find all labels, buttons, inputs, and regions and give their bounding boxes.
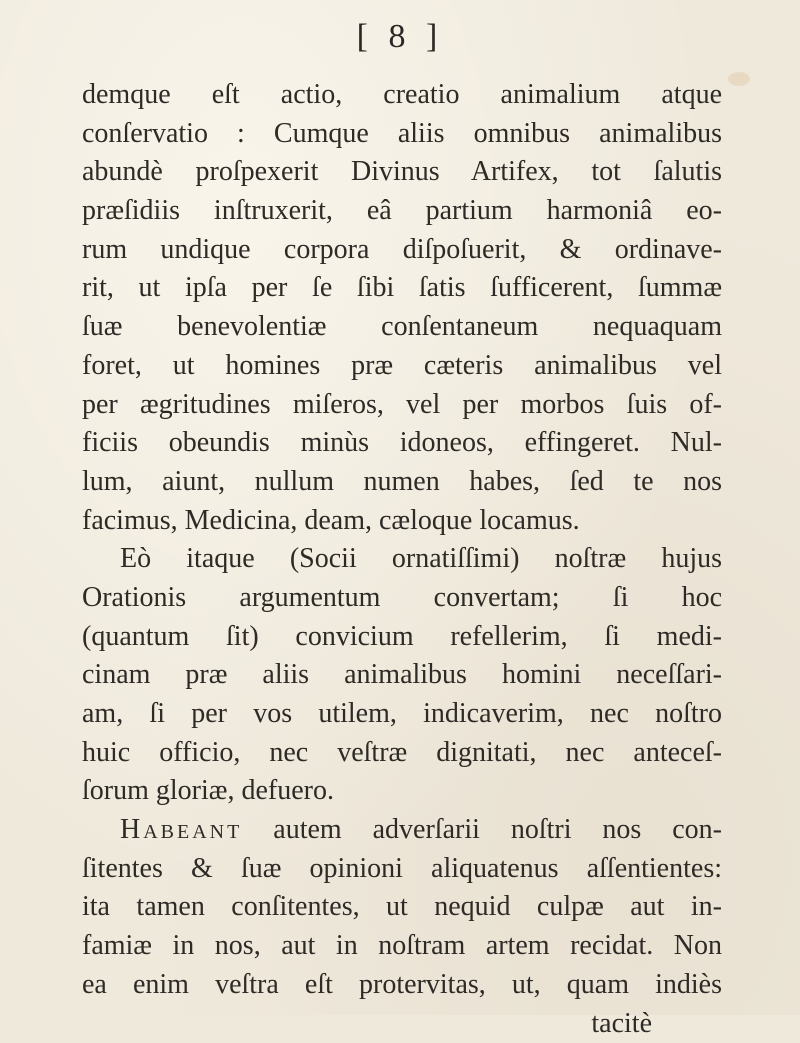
text-line: ſorum gloriæ, defuero.	[82, 772, 722, 811]
text-line: abundè proſpexerit Divinus Artifex, tot ſalutis	[82, 153, 722, 192]
paper-stain	[728, 72, 750, 86]
text-line: præſidiis inſtruxerit, eâ partium harmoniâ eo-	[82, 192, 722, 231]
small-caps-word: Habeant	[120, 814, 242, 845]
text-line: (quantum ſit) convicium refellerim, ſi medi-	[82, 618, 722, 657]
page-number: [ 8 ]	[0, 18, 800, 56]
catchword: tacitè	[82, 1005, 722, 1043]
text-line: ita tamen conſitentes, ut nequid culpæ aut in-	[82, 888, 722, 927]
text-line: am, ſi per vos utilem, indicaverim, nec noſtro	[82, 695, 722, 734]
text-line: per ægritudines miſeros, vel per morbos ſuis of-	[82, 386, 722, 425]
text-line: huic officio, nec veſtræ dignitati, nec anteceſ-	[82, 734, 722, 773]
text-line: Orationis argumentum convertam; ſi hoc	[82, 579, 722, 618]
text-line: conſervatio : Cumque aliis omnibus animalibus	[82, 115, 722, 154]
text-line: Eò itaque (Socii ornatiſſimi) noſtræ hujus	[82, 540, 722, 579]
text-line: demque eſt actio, creatio animalium atque	[82, 76, 722, 115]
text-line: rum undique corpora diſpoſuerit, & ordinave-	[82, 231, 722, 270]
text-line: foret, ut homines præ cæteris animalibus vel	[82, 347, 722, 386]
text-line: ſitentes & ſuæ opinioni aliquatenus aſſentientes:	[82, 850, 722, 889]
text-line: ſuæ benevolentiæ conſentaneum nequaquam	[82, 308, 722, 347]
text-line: ea enim veſtra eſt protervitas, ut, quam indiès	[82, 966, 722, 1005]
text-line: facimus, Medicina, deam, cæloque locamus.	[82, 502, 722, 541]
text-line: lum, aiunt, nullum numen habes, ſed te nos	[82, 463, 722, 502]
text-line-with-small-caps	[82, 811, 722, 850]
text-line: ficiis obeundis minùs idoneos, effingeret. Nul-	[82, 424, 722, 463]
text-line-rest: autem adverſarii noſtri nos con-	[273, 814, 722, 845]
body-text	[82, 76, 722, 1043]
text-line: famiæ in nos, aut in noſtram artem recidat. Non	[82, 927, 722, 966]
text-line: rit, ut ipſa per ſe ſibi ſatis ſufficerent, ſummæ	[82, 269, 722, 308]
text-line: cinam præ aliis animalibus homini neceſſari-	[82, 656, 722, 695]
